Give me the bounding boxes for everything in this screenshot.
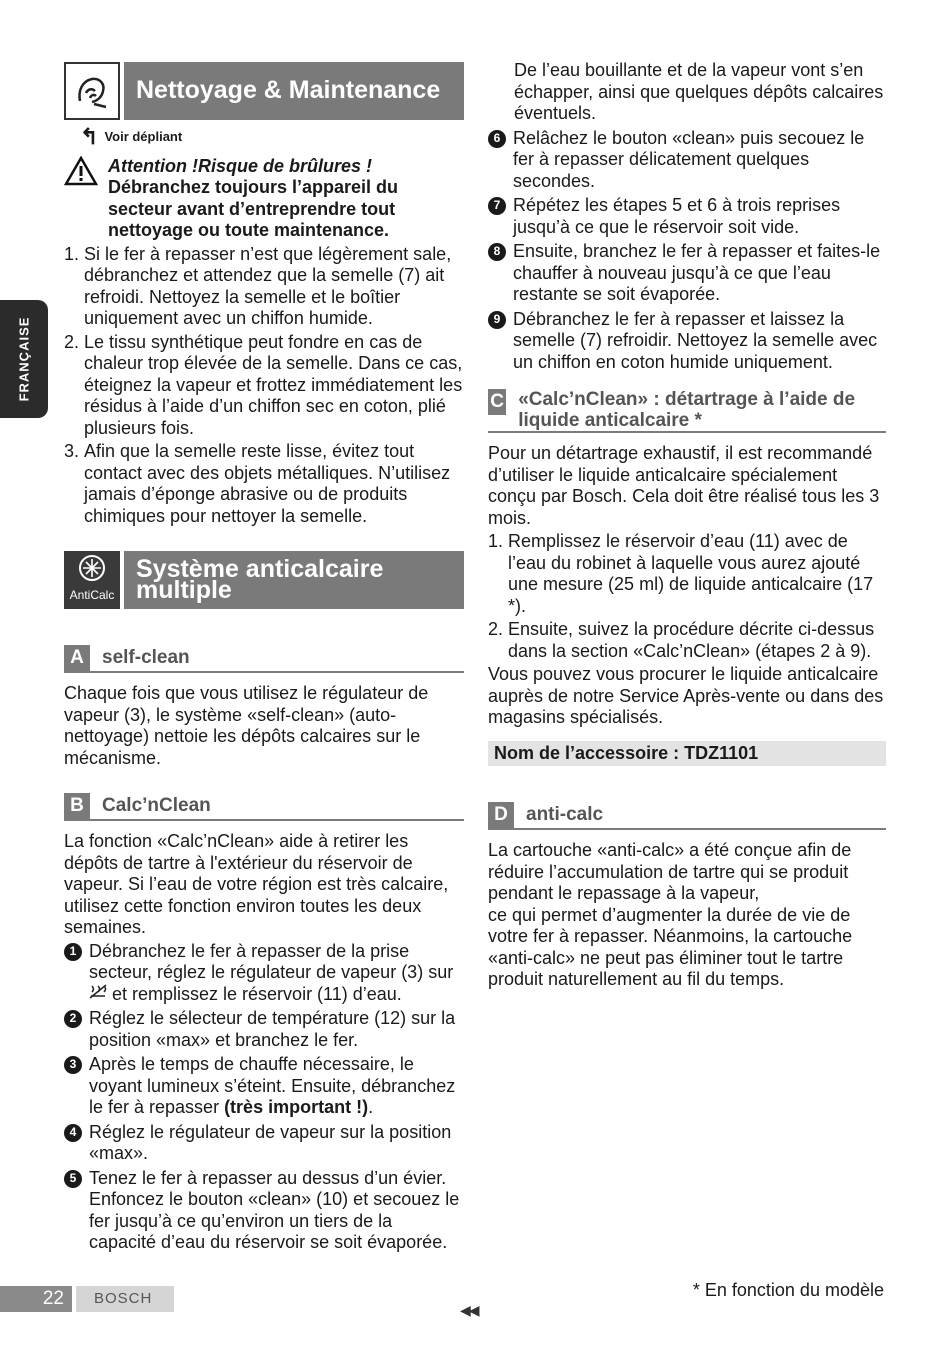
cleaning-hand-icon	[64, 62, 120, 120]
step-text: Répétez les étapes 5 et 6 à trois reprises jusqu’à ce que le réservoir soit vide.	[513, 195, 841, 237]
step-emphasis: (très important !)	[224, 1097, 369, 1117]
section-title: Calc’nClean	[102, 795, 211, 817]
continued-text: De l’eau bouillante et de la vapeur vont s’en échapper, ainsi que quelques dépôts calcaires éventuels.	[514, 60, 884, 123]
step-text: Débranchez le fer à repasser de la prise secteur, réglez le régulateur de vapeur (3) sur	[89, 940, 454, 982]
language-tab	[0, 300, 48, 418]
step-item	[64, 1008, 464, 1051]
step-item	[488, 195, 886, 238]
brand-label: BOSCH	[76, 1286, 174, 1312]
right-column	[488, 60, 886, 991]
anticalc-label: AntiCalc	[69, 588, 115, 603]
step-number: 5	[64, 1170, 82, 1188]
section-letter: B	[64, 793, 90, 819]
previous-page-icon[interactable]: ◀◀	[460, 1302, 478, 1318]
section-letter: D	[488, 802, 514, 828]
steps-list	[488, 128, 886, 374]
section-letter: A	[64, 645, 90, 671]
cleaning-list	[64, 244, 464, 528]
anticalc-banner	[64, 551, 464, 609]
step-item	[488, 309, 886, 374]
list-item: 1. Si le fer à repasser n’est que légèrement sale, débranchez et attendez que la semelle (7) ait refroidi. Nettoyez la semelle et le boîtier uniquement avec un chiffon humide.	[84, 244, 464, 330]
step-item	[64, 1122, 464, 1165]
section-d-text: La cartouche «anti-calc» a été conçue afin de réduire l’accumulation de tartre qui se produit pendant le repassage à la vapeur,	[488, 840, 852, 903]
page-number: 22	[0, 1286, 72, 1312]
section-b-header	[64, 793, 464, 821]
warning-triangle-icon	[64, 156, 108, 242]
step-number: 3	[64, 1056, 82, 1074]
step-text: et remplissez le réservoir (11) d’eau.	[107, 983, 402, 1004]
voir-label: Voir dépliant	[104, 129, 183, 144]
list-item: 1. Remplissez le réservoir d’eau (11) avec de l’eau du robinet à laquelle vous aurez ajouté une mesure (25 ml) de liquide anticalcaire (17 *).	[508, 531, 886, 617]
maintenance-banner	[64, 62, 464, 120]
banner-title: Nettoyage & Maintenance	[124, 62, 464, 120]
section-b-intro: La fonction «Calc’nClean» aide à retirer les dépôts de tartre à l'extérieur du réservoir de vapeur. Si l’eau de votre région est très calcaire, utilisez cette fonction environ toutes les deux semaines.	[64, 831, 449, 937]
refer-arrow-icon: ↰	[80, 124, 99, 149]
list-item: 2. Ensuite, suivez la procédure décrite ci-dessus dans la section «Calc’nClean» (étapes 2 à 9).	[508, 619, 886, 662]
section-c-intro: Pour un détartrage exhaustif, il est recommandé d’utiliser le liquide anticalcaire spécialement conçu par Bosch. Cela doit être réalisé tous les 3 mois.	[488, 443, 880, 528]
step-text: Réglez le sélecteur de température (12) sur la position «max» et branchez le fer.	[89, 1008, 456, 1050]
step-number: 7	[488, 197, 506, 215]
section-title: anti-calc	[526, 804, 604, 826]
footnote: * En fonction du modèle	[692, 1280, 884, 1300]
warning-title: Attention !Risque de brûlures !	[108, 155, 373, 176]
step-item	[64, 1168, 464, 1254]
step-text: Tenez le fer à repasser au dessus d’un évier. Enfoncez le bouton «clean» (10) et secouez le fer jusqu’à ce qu’environ un tiers de la capacité d’eau du réservoir se soit évaporée.	[89, 1167, 460, 1252]
step-number: 2	[64, 1010, 82, 1028]
steam-off-icon	[89, 984, 107, 1006]
step-text: Après le temps de chauffe nécessaire, le voyant lumineux s’éteint. Ensuite, débranchez le fer à repasser	[89, 1054, 456, 1117]
anticalc-icon	[64, 551, 120, 609]
section-letter: C	[488, 389, 506, 415]
section-d-header	[488, 802, 886, 830]
section-c-header	[488, 389, 886, 433]
section-title: «Calc’nClean» : détartrage à l’aide de liquide anticalcaire *	[518, 389, 856, 431]
step-text: .	[368, 1097, 374, 1117]
step-item	[64, 941, 464, 1006]
list-item: 3. Afin que la semelle reste lisse, évitez tout contact avec des objets métalliques. N’utilisez jamais d’éponge abrasive ou de produits chimiques pour nettoyer la semelle.	[84, 441, 464, 527]
accessory-name: Nom de l’accessoire : TDZ1101	[488, 741, 886, 767]
warning-block	[64, 156, 464, 242]
warning-text: Débranchez toujours l’appareil du secteur avant d’entreprendre tout nettoyage ou toute maintenance.	[108, 177, 399, 240]
anticalc-title: Système anticalcaire multiple	[124, 551, 464, 609]
section-d-text-2: ce qui permet d’augmenter la durée de vie de votre fer à repasser. Néanmoins, la cartouche «anti-calc» ne peut pas éliminer tout le tartre produit naturellement au fil du temps.	[488, 904, 853, 989]
step-text: Ensuite, branchez le fer à repasser et faites-le chauffer à nouveau jusqu’à ce que l’eau restante se soit évaporée.	[513, 241, 881, 304]
section-c-list	[488, 531, 886, 662]
language-label: FRANÇAISE	[16, 316, 32, 402]
step-item	[488, 241, 886, 306]
step-item	[488, 128, 886, 193]
voir-depliant	[80, 126, 464, 148]
section-c-outro: Vous pouvez vous procurer le liquide anticalcaire auprès de notre Service Après-vente ou dans des magasins spécialisés.	[488, 664, 884, 727]
section-a-header	[64, 645, 464, 673]
step-number: 9	[488, 311, 506, 329]
section-a-text: Chaque fois que vous utilisez le régulateur de vapeur (3), le système «self-clean» (auto-nettoyage) nettoie les dépôts calcaires sur le mécanisme.	[64, 683, 429, 768]
steps-list	[64, 941, 464, 1254]
step-number: 1	[64, 943, 82, 961]
left-column	[64, 62, 464, 1257]
list-item: 2. Le tissu synthétique peut fondre en cas de chaleur trop élevée de la semelle. Dans ce cas, éteignez la vapeur et frottez immédiatement les résidus à l’aide d’un chiffon sec en coton, plié plusieurs fois.	[84, 332, 464, 440]
step-text: Réglez le régulateur de vapeur sur la position «max».	[89, 1121, 452, 1163]
step-number: 8	[488, 243, 506, 261]
step-text: Relâchez le bouton «clean» puis secouez le fer à repasser délicatement quelques secondes.	[513, 127, 865, 191]
step-item	[64, 1054, 464, 1119]
step-number: 4	[64, 1124, 82, 1142]
step-text: Débranchez le fer à repasser et laissez la semelle (7) refroidir. Nettoyez la semelle avec un chiffon en coton humide uniquement.	[513, 308, 878, 372]
step-number: 6	[488, 130, 506, 148]
section-title: self-clean	[102, 647, 190, 669]
